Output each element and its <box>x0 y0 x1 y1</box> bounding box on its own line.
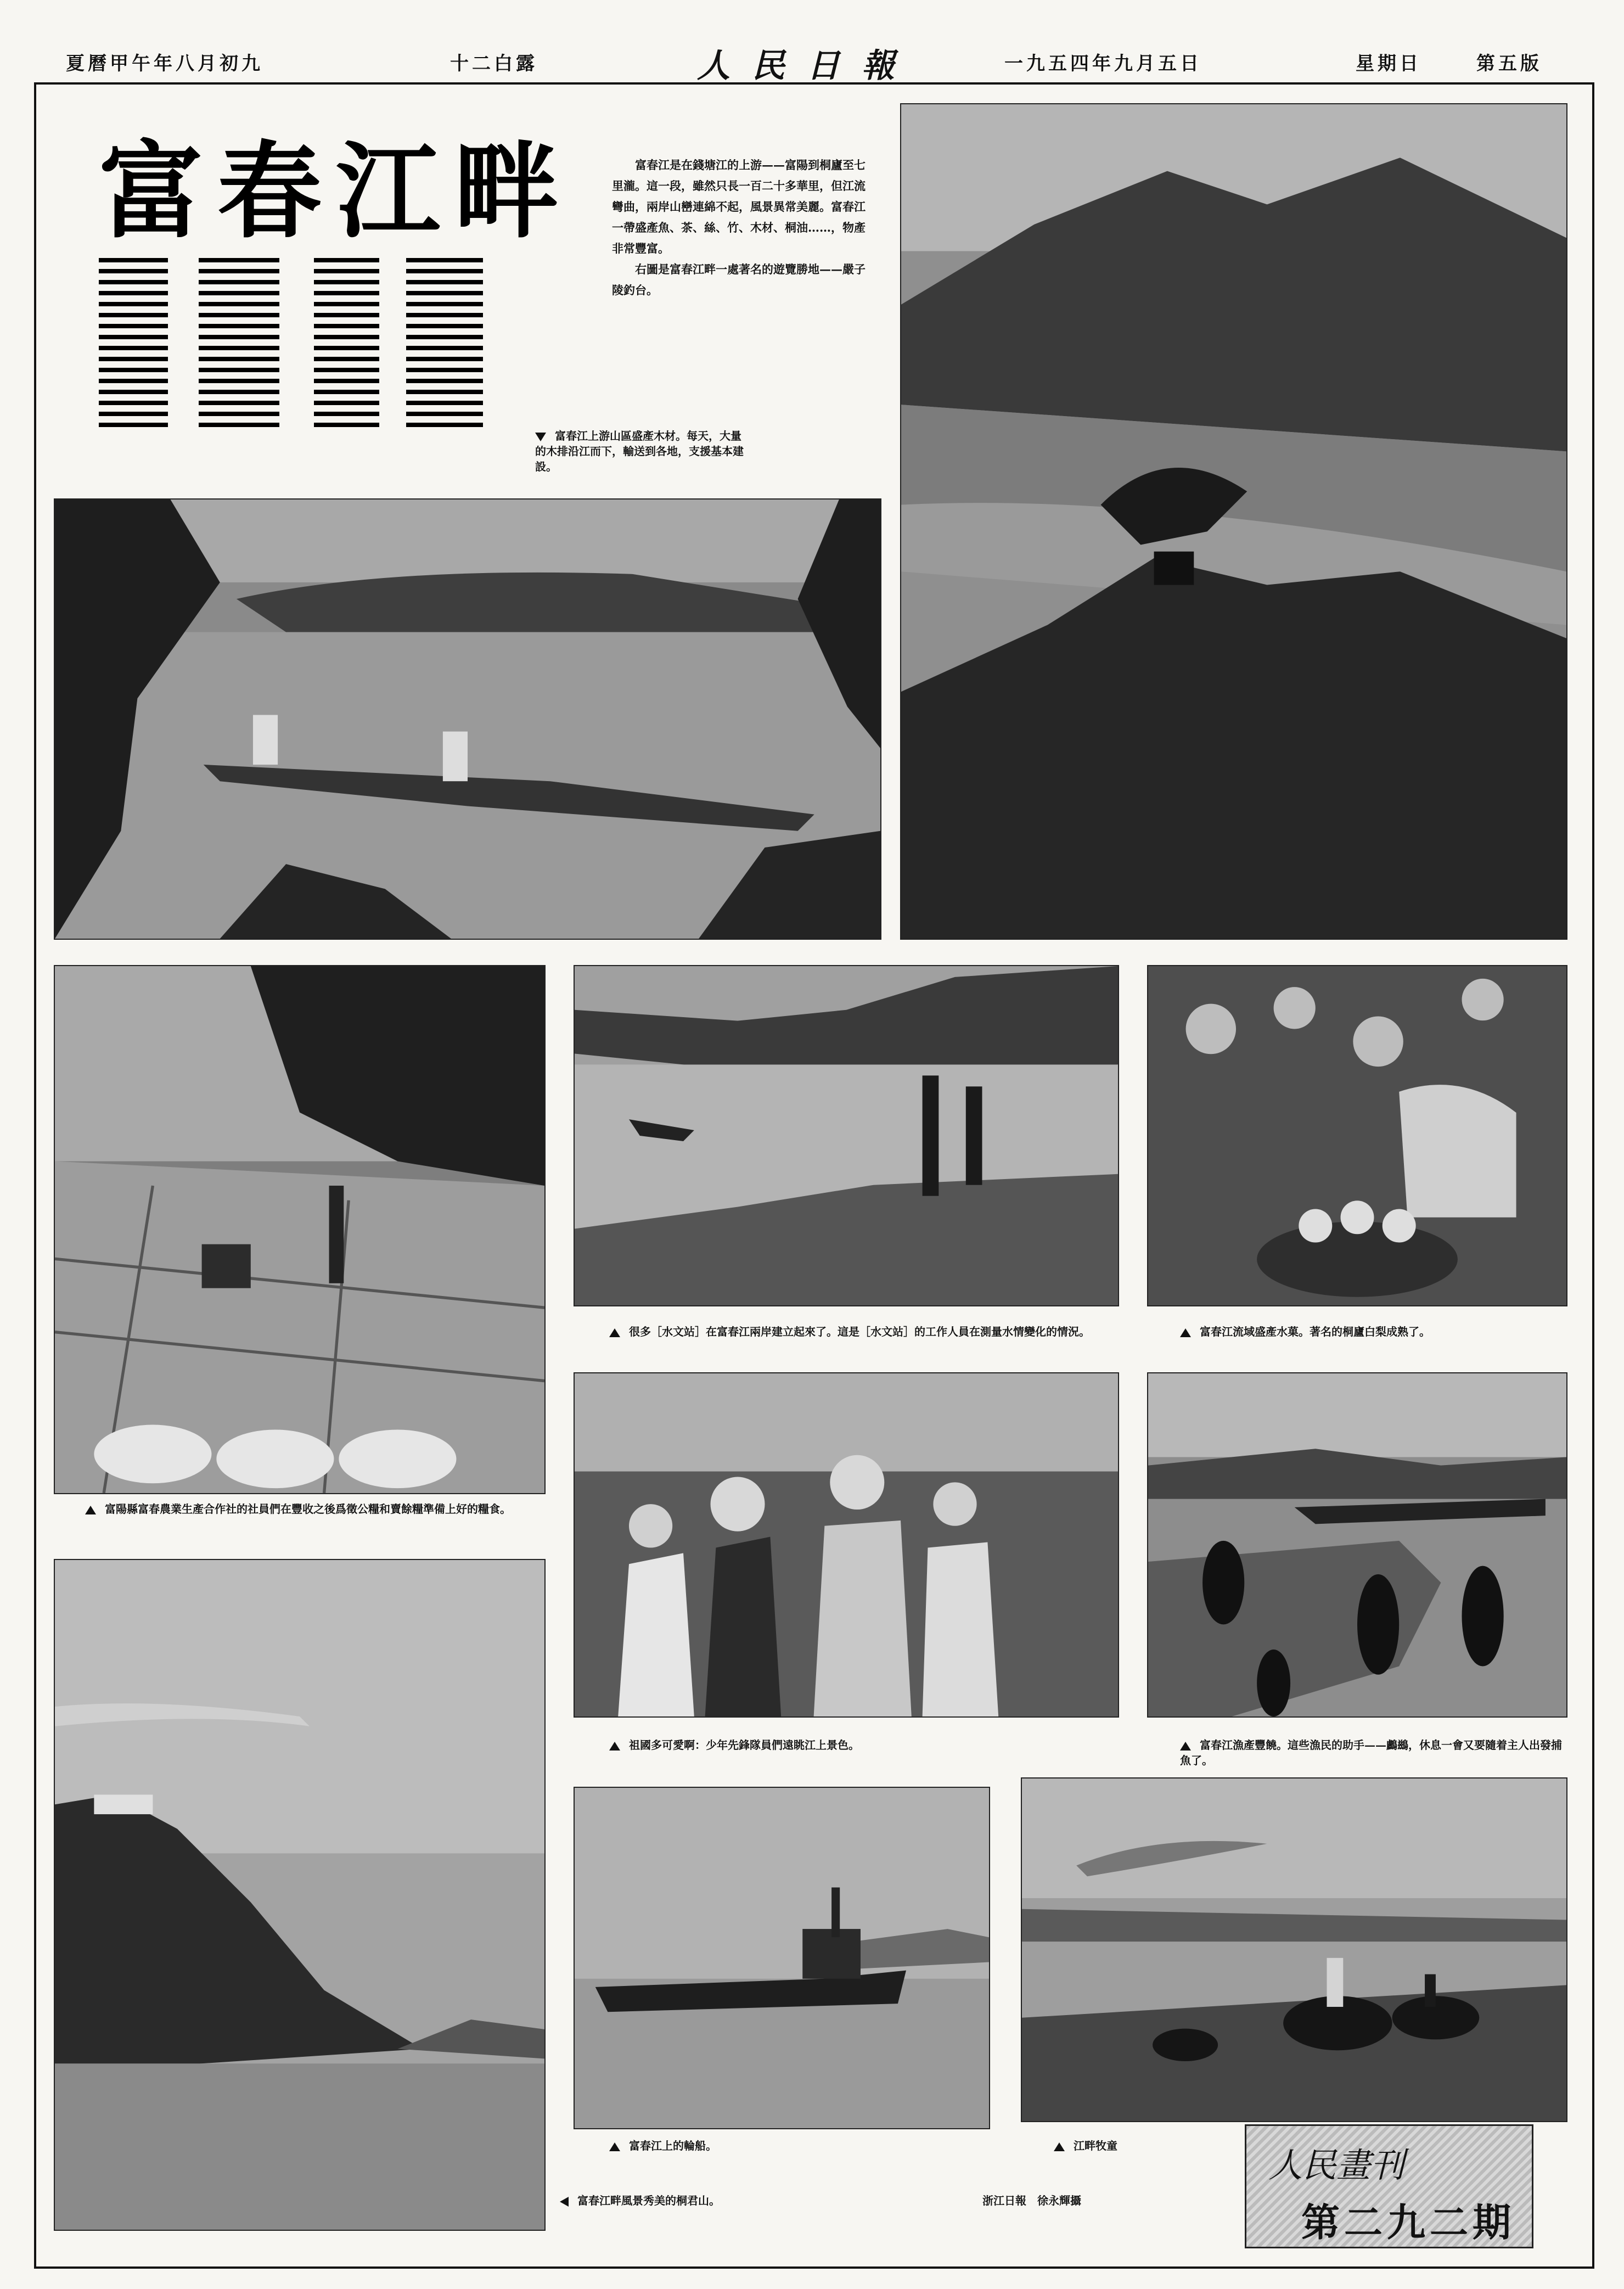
page-number: 第五版 <box>1476 53 1542 75</box>
caption-tongjun: 富春江畔風景秀美的桐君山。 <box>560 2193 889 2208</box>
caption-timber: 富春江上游山區盛產木材。每天，大量的木排沿江而下，輸送到各地，支援基本建設。 <box>535 429 744 473</box>
photo-cormorants <box>1147 1372 1567 1718</box>
intro-paragraph: 右圖是富春江畔一處著名的遊覽勝地——嚴子陵釣台。 <box>612 262 866 297</box>
arrow-up-icon <box>1180 1328 1191 1337</box>
photo-credit: 浙江日報 徐永輝攝 <box>982 2194 1081 2207</box>
arrow-up-icon <box>609 1328 620 1337</box>
arrow-up-icon <box>85 1506 96 1514</box>
caption-grazing: 江畔牧童 <box>1054 2138 1218 2153</box>
solar-term: 十二白露 <box>450 53 538 75</box>
photo-timber-raft <box>54 498 881 940</box>
intro-text <box>612 155 870 301</box>
caption-farm: 富陽縣富春農業生產合作社的社員們在豐收之後爲徵公糧和賣餘糧準備上好的糧食。 <box>85 1501 524 1517</box>
caption-cormorant: 富春江漁產豐饒。這些漁民的助手——鸕鷀，休息一會又要隨着主人出發捕魚了。 <box>1180 1738 1562 1767</box>
caption-steamer: 富春江上的輪船。 <box>609 2138 939 2153</box>
photo-pears <box>1147 965 1567 1306</box>
arrow-up-icon <box>609 1742 620 1751</box>
photo-steamer <box>574 1787 990 2129</box>
stamp-title: 人民畫刊 <box>1268 2145 1405 2185</box>
arrow-up-icon <box>609 2142 620 2151</box>
title-stripe-decoration <box>99 258 483 428</box>
people-pictorial-stamp <box>1245 2124 1533 2248</box>
stamp-issue-number: 第二九二期 <box>1301 2200 1515 2245</box>
photo-grazing <box>1021 1777 1567 2122</box>
masthead: 人民日報 <box>697 47 917 85</box>
photo-hydro-station <box>574 965 1119 1306</box>
feature-title: 富春江畔 <box>99 131 574 253</box>
photo-farm-grain <box>54 965 546 1494</box>
photo-tongjun-mountain <box>54 1559 546 2231</box>
arrow-up-icon <box>1180 1742 1191 1751</box>
weekday: 星期日 <box>1356 53 1421 75</box>
arrow-down-icon <box>535 433 546 441</box>
intro-paragraph: 富春江是在錢塘江的上游——富陽到桐廬至七里瀧。這一段，雖然只長一百二十多華里，但江流彎曲，兩岸山巒連綿不起，風景異常美麗。富春江一帶盛產魚、茶、絲、竹、木材、桐油……，物產非常豐富。 <box>612 158 866 255</box>
caption-pioneers: 祖國多可愛啊：少年先鋒隊員們遠眺江上景色。 <box>609 1737 1103 1753</box>
issue-date: 一九五四年九月五日 <box>1004 53 1202 75</box>
photo-yanziling <box>900 103 1567 940</box>
arrow-up-icon <box>1054 2142 1065 2151</box>
lunar-date: 夏曆甲午年八月初九 <box>66 53 263 75</box>
caption-fruit: 富春江流域盛產水菓。著名的桐廬白梨成熟了。 <box>1180 1324 1553 1339</box>
arrow-left-icon <box>560 2197 569 2207</box>
caption-hydro: 很多［水文站］在富春江兩岸建立起來了。這是［水文站］的工作人員在測量水情變化的情況。 <box>609 1324 1103 1339</box>
photo-young-pioneers <box>574 1372 1119 1718</box>
